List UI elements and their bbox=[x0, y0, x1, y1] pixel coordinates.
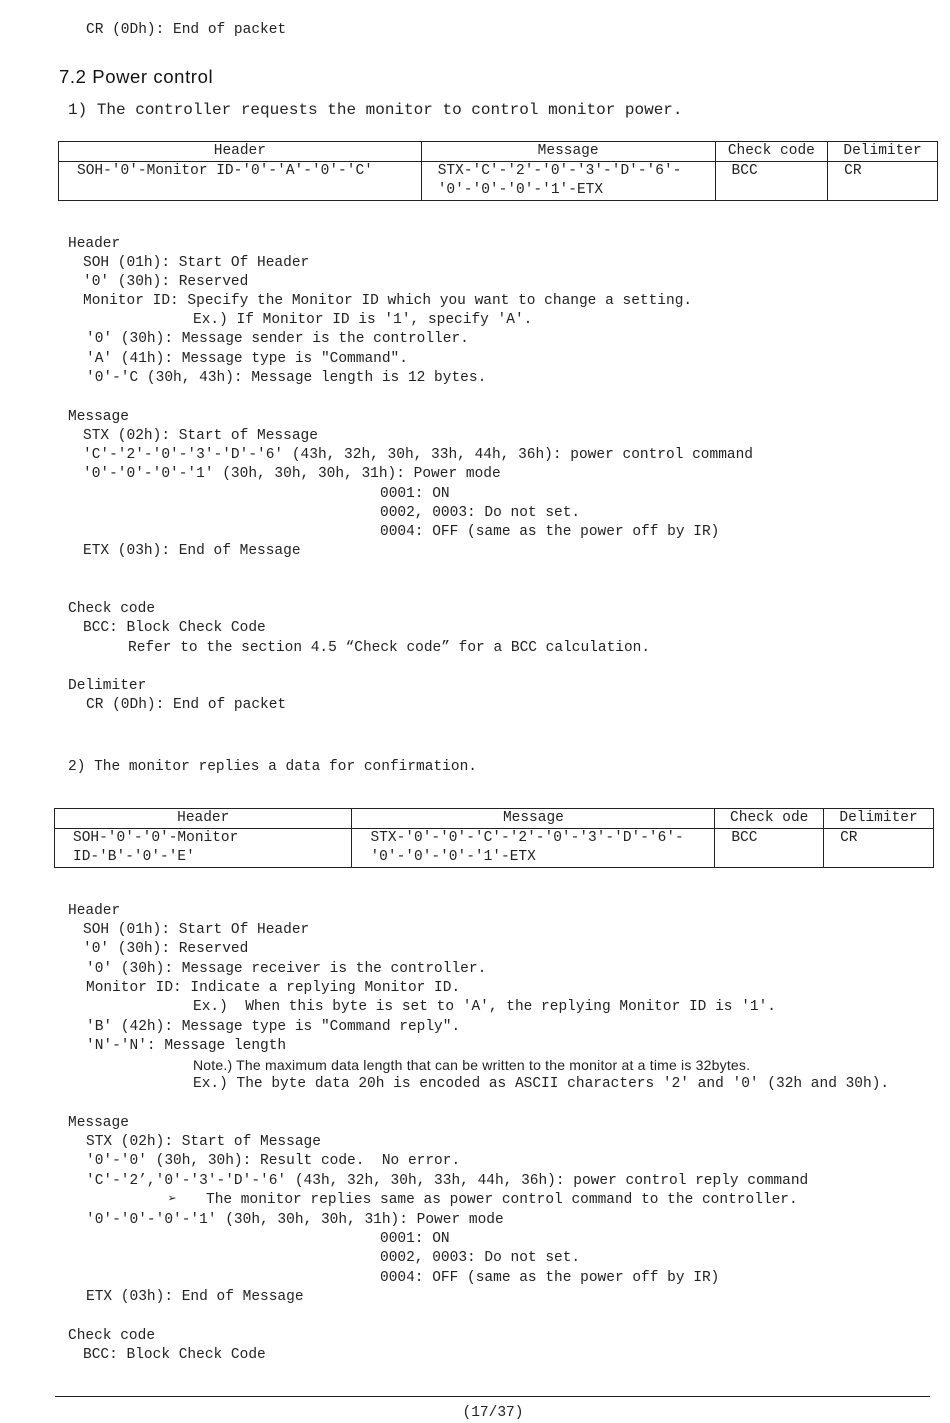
desc-line: 'N'-'N': Message length bbox=[86, 1038, 287, 1054]
delimiter-value: CR bbox=[844, 163, 862, 179]
cell-delimiter bbox=[828, 162, 938, 201]
header-value-line: SOH-'0'-'0'-Monitor bbox=[73, 830, 239, 846]
message-title: Message bbox=[68, 409, 129, 425]
cell-check-code bbox=[715, 829, 824, 868]
cell-header bbox=[55, 829, 352, 868]
check-code-title: Check code bbox=[68, 601, 156, 617]
desc-line: 'C'-'2’,'0'-'3'-'D'-'6' (43h, 32h, 30h, 33h, 44h, 36h): power control reply command bbox=[86, 1173, 809, 1189]
desc-line: 0001: ON bbox=[380, 486, 450, 502]
message-value-line: '0'-'0'-'0'-'1'-ETX bbox=[437, 182, 604, 198]
desc-line: BCC: Block Check Code bbox=[83, 1347, 266, 1363]
col-check-code: Check ode bbox=[715, 809, 824, 829]
col-header: Header bbox=[55, 809, 352, 829]
arrow-bullet-icon: ➢ bbox=[168, 1192, 177, 1208]
reply-table-header-row bbox=[55, 809, 934, 829]
request-table-header-row bbox=[59, 142, 938, 162]
desc-line: '0' (30h): Reserved bbox=[83, 274, 249, 290]
desc-line: Ex.) If Monitor ID is '1', specify 'A'. bbox=[193, 312, 533, 328]
section-title: 7.2 Power control bbox=[59, 66, 214, 87]
message-title: Message bbox=[68, 1115, 129, 1131]
message-value-line: STX-'0'-'0'-'C'-'2'-'0'-'3'-'D'-'6'- bbox=[370, 830, 684, 846]
check-code-title: Check code bbox=[68, 1328, 156, 1344]
desc-line: Ex.) The byte data 20h is encoded as ASCII characters '2' and '0' (32h and 30h). bbox=[193, 1076, 890, 1092]
reply-intro: 2) The monitor replies a data for confirmation. bbox=[68, 759, 477, 775]
top-continuation-line: CR (0Dh): End of packet bbox=[86, 22, 287, 38]
desc-line: '0'-'0' (30h, 30h): Result code. No error. bbox=[86, 1153, 461, 1169]
col-header: Header bbox=[59, 142, 422, 162]
desc-line: Refer to the section 4.5 “Check code” for a BCC calculation. bbox=[128, 640, 651, 656]
desc-line: Monitor ID: Indicate a replying Monitor ID. bbox=[86, 980, 461, 996]
request-table bbox=[58, 141, 938, 201]
table-row bbox=[55, 829, 934, 868]
desc-line: The monitor replies same as power control command to the controller. bbox=[206, 1192, 798, 1208]
page-number: (17/37) bbox=[462, 1405, 524, 1421]
desc-line: CR (0Dh): End of packet bbox=[86, 697, 287, 713]
col-check-code: Check code bbox=[715, 142, 828, 162]
col-delimiter: Delimiter bbox=[828, 142, 938, 162]
desc-line: ETX (03h): End of Message bbox=[83, 543, 301, 559]
desc-line: '0'-'0'-'0'-'1' (30h, 30h, 30h, 31h): Power mode bbox=[83, 466, 501, 482]
desc-line: '0' (30h): Reserved bbox=[83, 941, 249, 957]
request-intro: 1) The controller requests the monitor to control monitor power. bbox=[68, 101, 683, 119]
desc-line: 'A' (41h): Message type is "Command". bbox=[86, 351, 408, 367]
desc-line: STX (02h): Start of Message bbox=[86, 1134, 321, 1150]
footer-rule bbox=[55, 1396, 930, 1397]
cell-check-code bbox=[715, 162, 828, 201]
desc-line: 'B' (42h): Message type is "Command reply". bbox=[86, 1019, 461, 1035]
desc-line: ETX (03h): End of Message bbox=[86, 1289, 304, 1305]
col-delimiter: Delimiter bbox=[824, 809, 934, 829]
desc-line: SOH (01h): Start Of Header bbox=[83, 922, 310, 938]
cell-message bbox=[421, 162, 715, 201]
cell-message bbox=[352, 829, 715, 868]
desc-line: '0' (30h): Message sender is the controller. bbox=[86, 331, 469, 347]
col-message: Message bbox=[352, 809, 715, 829]
header-value-line: ID-'B'-'0'-'E' bbox=[73, 849, 195, 865]
check-code-value: BCC bbox=[731, 163, 758, 179]
header-title: Header bbox=[68, 236, 121, 252]
table-row bbox=[59, 162, 938, 201]
header-value: SOH-'0'-Monitor ID-'0'-'A'-'0'-'C' bbox=[77, 163, 373, 179]
delimiter-value: CR bbox=[840, 830, 858, 846]
desc-line: '0' (30h): Message receiver is the controller. bbox=[86, 961, 487, 977]
message-value-line: STX-'C'-'2'-'0'-'3'-'D'-'6'- bbox=[437, 163, 682, 179]
desc-line: 0001: ON bbox=[380, 1231, 450, 1247]
desc-line: 0002, 0003: Do not set. bbox=[380, 505, 581, 521]
desc-line: '0'-'C (30h, 43h): Message length is 12 bytes. bbox=[86, 370, 487, 386]
reply-table bbox=[54, 808, 934, 868]
desc-line: SOH (01h): Start Of Header bbox=[83, 255, 310, 271]
desc-line: 'C'-'2'-'0'-'3'-'D'-'6' (43h, 32h, 30h, 33h, 44h, 36h): power control command bbox=[83, 447, 754, 463]
desc-line: 0004: OFF (same as the power off by IR) bbox=[380, 524, 720, 540]
desc-line: STX (02h): Start of Message bbox=[83, 428, 318, 444]
desc-line: '0'-'0'-'0'-'1' (30h, 30h, 30h, 31h): Power mode bbox=[86, 1212, 504, 1228]
cell-delimiter bbox=[824, 829, 934, 868]
desc-line: 0004: OFF (same as the power off by IR) bbox=[380, 1270, 720, 1286]
check-code-value: BCC bbox=[731, 830, 758, 846]
delimiter-title: Delimiter bbox=[68, 678, 147, 694]
cell-header bbox=[59, 162, 422, 201]
desc-note-line: Note.) The maximum data length that can be written to the monitor at a time is 32bytes. bbox=[193, 1057, 751, 1073]
desc-line: Monitor ID: Specify the Monitor ID which you want to change a setting. bbox=[83, 293, 693, 309]
desc-line: BCC: Block Check Code bbox=[83, 620, 266, 636]
desc-line: Ex.) When this byte is set to 'A', the replying Monitor ID is '1'. bbox=[193, 999, 776, 1015]
header-title: Header bbox=[68, 903, 121, 919]
col-message: Message bbox=[421, 142, 715, 162]
desc-line: 0002, 0003: Do not set. bbox=[380, 1250, 581, 1266]
message-value-line: '0'-'0'-'0'-'1'-ETX bbox=[370, 849, 536, 865]
